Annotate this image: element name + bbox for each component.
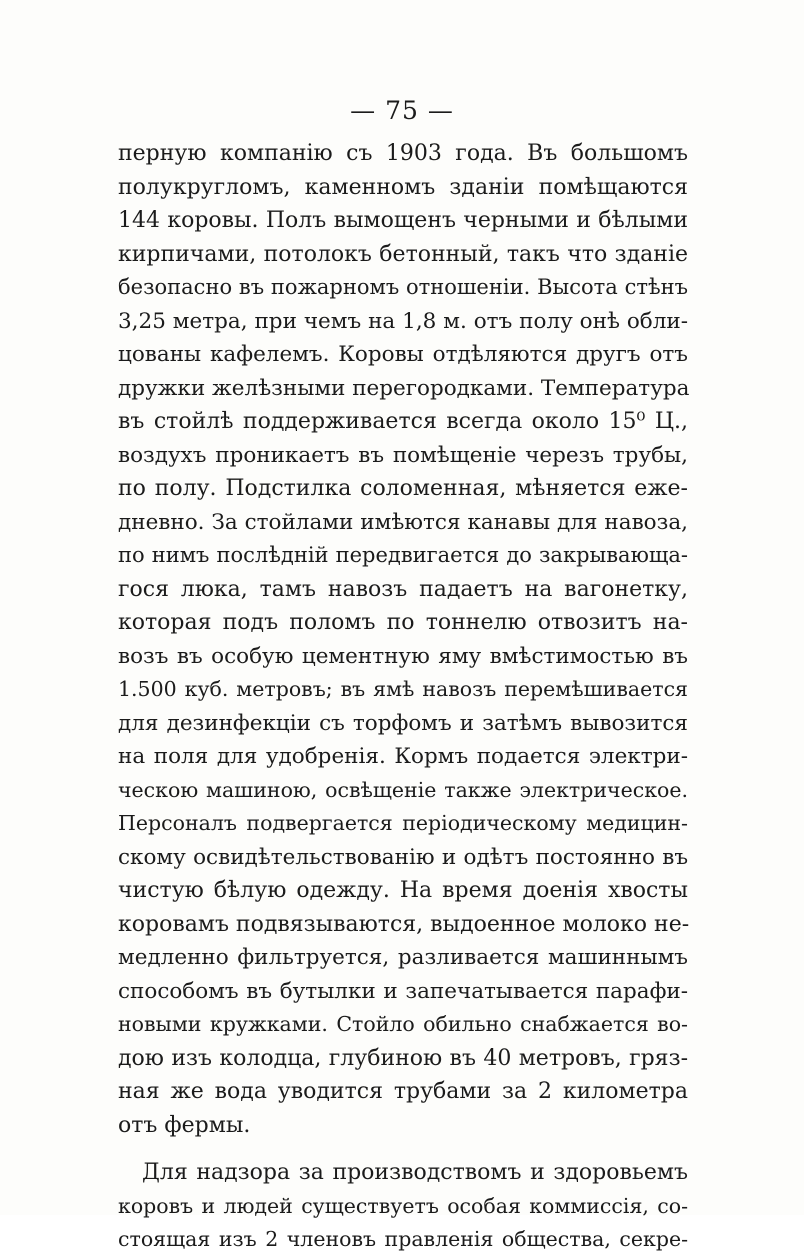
text-line: 144 коровы. Полъ вымощенъ черными и бѣлыми [118, 208, 688, 233]
text-line: цованы кафелемъ. Коровы отдѣляются другъ отъ [118, 342, 688, 367]
text-line: гося люка, тамъ навозъ падаетъ на вагонетку, [118, 576, 688, 602]
text-line: воздухъ проникаетъ въ помѣщеніе черезъ трубы, [118, 442, 688, 468]
text-line: способомъ въ бутылки и запечатывается парафи- [118, 978, 688, 1004]
text-line: безопасно въ пожарномъ отношеніи. Высота стѣнъ [118, 275, 688, 299]
paragraph [118, 1156, 688, 1257]
text-line: скому освидѣтельствованію и одѣтъ постоянно въ [118, 844, 688, 870]
text-line: коровамъ подвязываются, выдоенное молоко не- [118, 911, 690, 937]
text-line: дружки желѣзными перегородками. Температура [118, 375, 690, 401]
text-line: Для надзора за производствомъ и здоровьемъ [142, 1160, 688, 1185]
text-line: ная же вода уводится трубами за 2 километра [118, 1079, 688, 1104]
text-line: по полу. Подстилка соломенная, мѣняется еже- [118, 476, 688, 501]
text-line: медленно фильтруется, разливается машиннымъ [118, 945, 688, 970]
text-line: 1.500 куб. метровъ; въ ямѣ навозъ перемѣшивается [118, 677, 688, 701]
text-line: Персоналъ подвергается періодическому медицин- [118, 811, 688, 835]
text-line: дневно. За стойлами имѣются канавы для навоза, [118, 509, 688, 535]
text-line: для дезинфекціи съ торфомъ и затѣмъ вывозится [118, 710, 688, 736]
paragraph-gap [118, 1142, 688, 1156]
text-line: дою изъ колодца, глубиною въ 40 метровъ, гряз- [118, 1045, 688, 1071]
text-line: коровъ и людей существуетъ особая коммиссія, со- [118, 1193, 688, 1218]
page-number: — 75 — [350, 96, 454, 125]
text-line: стоящая изъ 2 членовъ правленія общества, секре- [118, 1227, 688, 1251]
text-line: которая подъ поломъ по тоннелю отвозитъ на- [118, 610, 688, 635]
text-line: чистую бѣлую одежду. На время доенія хвосты [118, 878, 688, 903]
text-line: ческою машиною, освѣщеніе также электрическое. [118, 777, 688, 802]
text-line: на поля для удобренія. Кормъ подается электри- [118, 744, 688, 769]
text-line: полукругломъ, каменномъ зданіи помѣщаются [118, 174, 688, 200]
paragraph [118, 137, 688, 1142]
text-line: 3,25 метра, при чемъ на 1,8 м. отъ полу онѣ обли- [118, 308, 688, 334]
text-line: кирпичами, потолокъ бетонный, такъ что зданіе [118, 241, 688, 267]
text-line: въ стойлѣ поддерживается всегда около 15⁰ Ц., [118, 409, 688, 434]
text-line: отъ фермы. [118, 1112, 251, 1138]
text-line: по нимъ послѣдній передвигается до закрывающа- [118, 543, 688, 567]
text-line: новыми кружками. Стойло обильно снабжается во- [118, 1012, 688, 1036]
text-line: возъ въ особую цементную яму вмѣстимостью въ [118, 643, 688, 669]
body-text [118, 137, 688, 1257]
text-line: перную компанію съ 1903 года. Въ большомъ [118, 141, 688, 166]
